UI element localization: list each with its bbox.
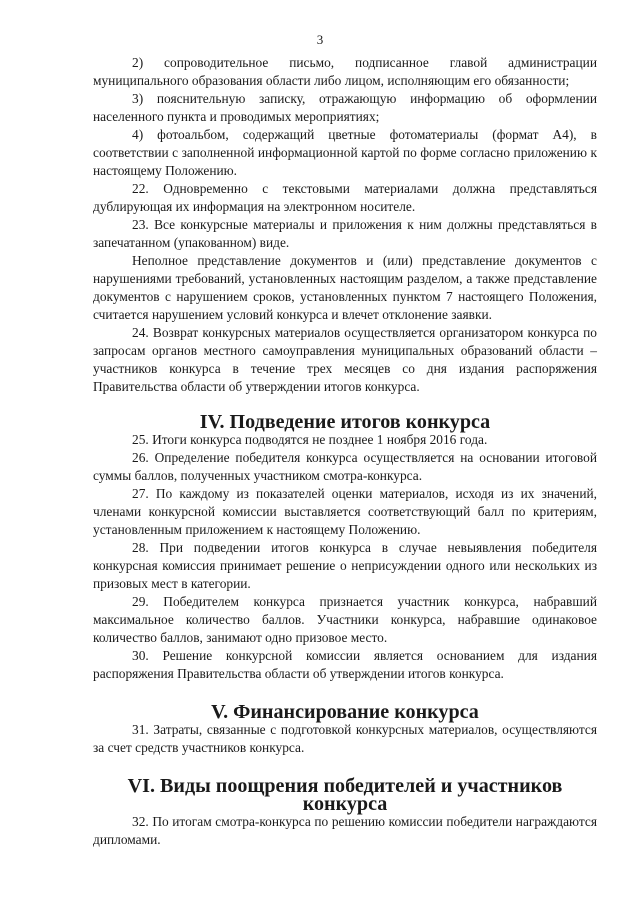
clause-32: 32. По итогам смотра-конкурса по решению комиссии победители награждаются дипломами. xyxy=(93,814,597,847)
section-heading-v: V. Финансирование конкурса xyxy=(211,701,479,723)
incomplete-submission-paragraph: Неполное представление документов и (или) представление документов с нарушениями требований, установленных настоящим разделом, а также представление документов с нарушением сроков, установленных пунктом 7 настоящего Положения, считается нарушением условий конкурса и влечет отклонение заявки. xyxy=(93,253,597,322)
clause-29: 29. Победителем конкурса признается участник конкурса, набравший максимальное количество баллов. Участники конкурса, набравшие одинаковое количество баллов, занимают одно призовое место. xyxy=(93,594,597,645)
clause-31: 31. Затраты, связанные с подготовкой конкурсных материалов, осуществляются за счет средств участников конкурса. xyxy=(93,722,597,755)
document-body xyxy=(93,54,597,849)
clause-27: 27. По каждому из показателей оценки материалов, исходя из их значений, членами конкурсной комиссии выставляется соответствующий балл по критериям, установленным приложением к настоящему Положению. xyxy=(93,486,597,537)
clause-30: 30. Решение конкурсной комиссии является основанием для издания распоряжения Правительства области об утверждении итогов конкурса. xyxy=(93,648,597,681)
page-number: 3 xyxy=(316,32,324,47)
list-item-3: 3) пояснительную записку, отражающую информацию об оформлении населенного пункта и проводимых мероприятиях; xyxy=(93,91,597,124)
clause-22: 22. Одновременно с текстовыми материалами должна представляться дублирующая их информация на электронном носителе. xyxy=(93,181,597,214)
clause-28: 28. При подведении итогов конкурса в случае невыявления победителя конкурсная комиссия принимает решение о неприсуждении одного или нескольких из призовых мест в категории. xyxy=(93,540,597,591)
section-heading-vi: VI. Виды поощрения победителей и участников конкурса xyxy=(127,775,563,815)
clause-24: 24. Возврат конкурсных материалов осуществляется организатором конкурса по запросам органов местного самоуправления муниципальных образований области – участников конкурса в течение трех месяцев со дня издания распоряжения Правительства области об утверждении итогов конкурса. xyxy=(93,325,597,394)
section-heading-iv: IV. Подведение итогов конкурса xyxy=(199,411,491,433)
clause-25: 25. Итоги конкурса подводятся не позднее 1 ноября 2016 года. xyxy=(132,432,488,447)
clause-23: 23. Все конкурсные материалы и приложения к ним должны представляться в запечатанном (упакованном) виде. xyxy=(93,217,597,250)
list-item-2: 2) сопроводительное письмо, подписанное главой администрации муниципального образования области либо лицом, исполняющим его обязанности; xyxy=(93,55,597,88)
clause-26: 26. Определение победителя конкурса осуществляется на основании итоговой суммы баллов, полученных участником смотра-конкурса. xyxy=(93,450,597,483)
list-item-4: 4) фотоальбом, содержащий цветные фотоматериалы (формат А4), в соответствии с заполненной информационной картой по форме согласно приложению к настоящему Положению. xyxy=(93,127,597,178)
